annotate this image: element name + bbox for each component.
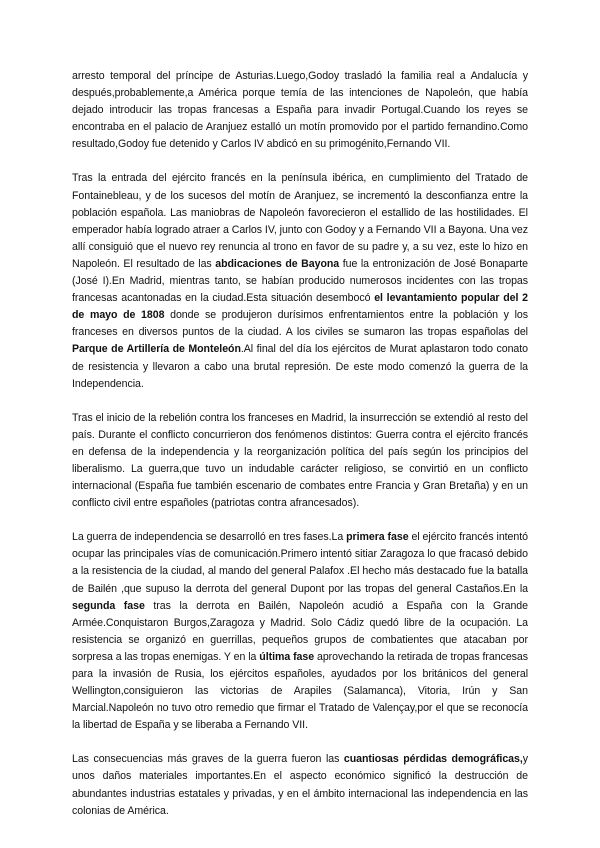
paragraph-1 (72, 68, 528, 153)
text-run: arresto temporal del príncipe de Asturias.Luego,Godoy trasladó la familia real a Andalucía y después,probablemente,a América porque temía de las intenciones de Napoleón, que había dejado introducir las tropas francesas a España para invadir Portugal.Cuando los reyes se encontraba en el palacio de Aranjuez estalló un motín promovido por el partido fernandino.Como resultado,Godoy fue detenido y Carlos IV abdicó en su primogénito,Fernando VII. (72, 70, 528, 151)
text-run: y unos daños materiales importantes.En el aspecto económico significó la destrucción de abundantes industrias estatales y privadas, y en el ámbito internacional las independencia en las colonias de América. (72, 753, 528, 817)
text-run: La guerra de independencia se desarrolló en tres fases.La (72, 531, 347, 544)
bold-term-levantamiento: el levantamiento popular del 2 de mayo de 1808 (72, 292, 529, 322)
text-run: Tras la entrada del ejército francés en la península ibérica, en cumplimiento del Tratado de Fontainebleau, y de los sucesos del motín de Aranjuez, se incrementó la desconfianza entre la población española. Las maniobras de Napoleón favorecieron el estallido de las hostilidades. El emperador había logrado atraer a Carlos IV, junto con Godoy y a Fernando VII a Bayona. Una vez allí consiguió que el nuevo rey renuncia al trono en favor de su padre y, a su vez, este lo hizo en Napoleón. El resultado de las (72, 172, 529, 270)
paragraph-4 (72, 529, 528, 734)
text-run: Las consecuencias más graves de la guerra fueron las (72, 753, 344, 766)
text-run: aprovechando la retirada de tropas francesas para la invasión de Rusia, los ejércitos españoles, ayudados por los británicos del general Wellington,consiguieron las victorias de Arapiles (Salamanca), Vitoria, Irún y San Marcial.Napoleón no tuvo otro remedio que firmar el Tratado de Valençay,por el que se reconocía la libertad de España y se liberaba a Fernando VII. (72, 650, 529, 732)
paragraph-3 (72, 410, 528, 513)
text-run: Tras el inicio de la rebelión contra los franceses en Madrid, la insurrección se extendió al resto del país. Durante el conflicto concurrieron dos fenómenos distintos: Guerra contra el ejército francés en defensa de la independencia y la reorganización política del país según los principios del liberalismo. La guerra,que tuvo un indudable carácter religioso, se convirtió en un conflicto internacional (España fue también escenario de combates entre Francia y Gran Bretaña) y en un conflicto civil entre españoles (patriotas contra afrancesados). (72, 411, 528, 510)
text-run: tras la derrota en Bailén, Napoleón acudió a España con la Grande Armée.Conquistaron Burgos,Zaragoza y Madrid. Solo Cádiz quedó libre de la ocupación. La resistencia se organizó en guerrillas, pequeños grupos de combatientes que atacaban por sorpresa a las tropas enemigas. Y en la (72, 599, 528, 663)
bold-term-primera-fase: primera fase (346, 531, 409, 544)
bold-term-perdidas-demograficas: cuantiosas pérdidas demográficas, (343, 753, 523, 766)
paragraph-5 (72, 751, 528, 819)
paragraph-2 (72, 170, 528, 392)
text-run: fue la entronización de José Bonaparte (José I).En Madrid, mientras tanto, se habían producido numerosos incidentes con las tropas francesas acantonadas en la ciudad.Esta situación desembocó (72, 257, 528, 305)
bold-term-ultima-fase: última fase (259, 650, 315, 663)
bold-term-abdicaciones-bayona: abdicaciones de Bayona (215, 257, 340, 270)
bold-term-segunda-fase: segunda fase (72, 599, 145, 612)
bold-term-parque-artilleria: Parque de Artillería de Monteleón (72, 343, 241, 356)
text-run: .Al final del día los ejércitos de Murat aplastaron todo conato de resistencia y llevaron a cabo una brutal represión. De este modo comenzó la guerra de la Independencia. (72, 343, 528, 390)
text-run: donde se produjeron durísimos enfrentamientos entre la población y los franceses en diversos puntos de la ciudad. A los civiles se sumaron las tropas españolas del (72, 309, 529, 339)
text-run: el ejército francés intentó ocupar las principales vías de comunicación.Primero intentó sitiar Zaragoza lo que fracasó debido a la resistencia de la ciudad, al mando del general Palafox .El hecho más destacado fue la batalla de Bailén ,que supuso la derrota del general Dupont por las tropas del general Castaños.En la (72, 531, 528, 595)
